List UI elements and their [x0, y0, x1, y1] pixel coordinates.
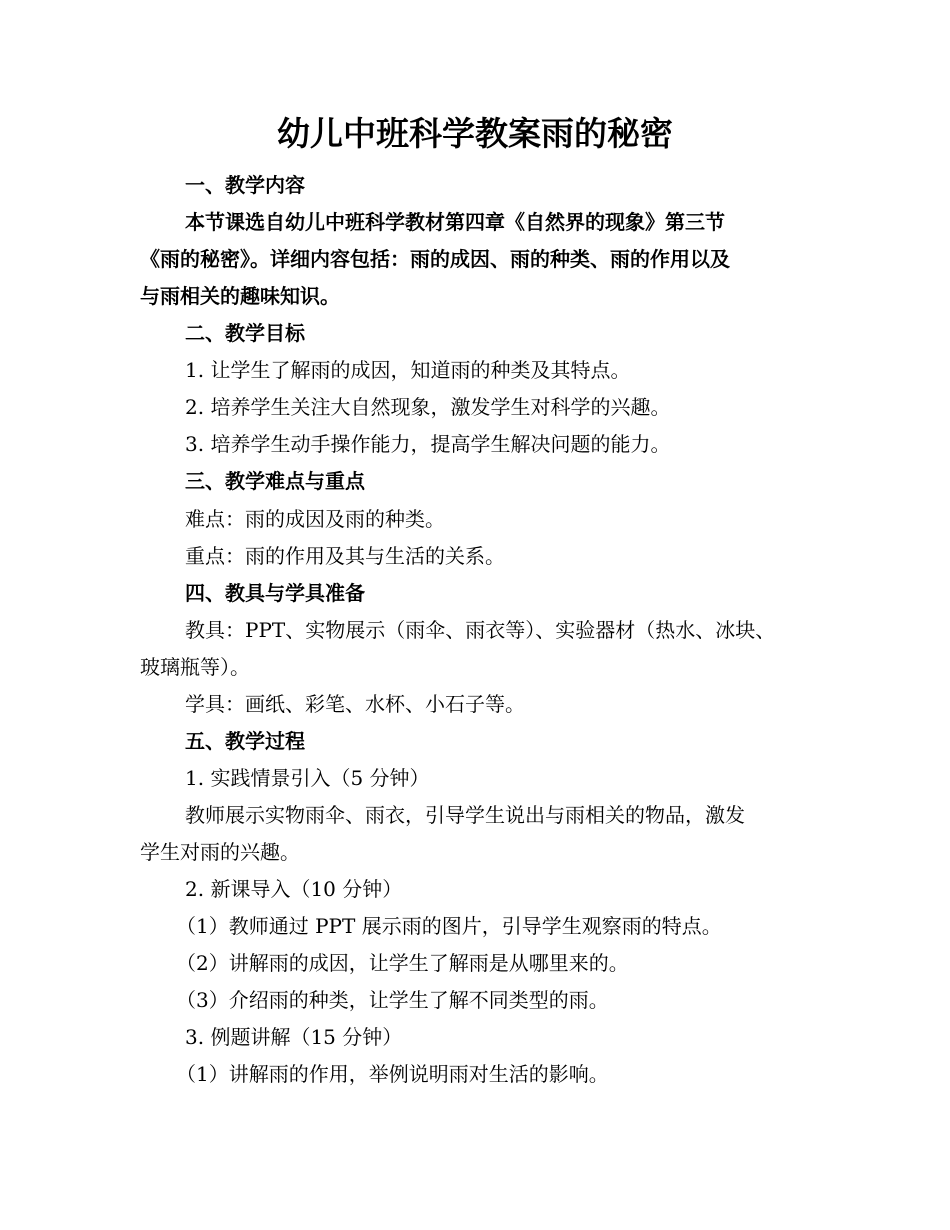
- paragraph-line: 学生对雨的兴趣。: [140, 840, 300, 864]
- section-heading-difficulties: 三、教学难点与重点: [185, 469, 365, 493]
- paragraph-line: 重点：雨的作用及其与生活的关系。: [185, 544, 505, 568]
- paragraph-line: 与雨相关的趣味知识。: [140, 284, 340, 308]
- paragraph-line: 难点：雨的成因及雨的种类。: [185, 507, 445, 531]
- list-item: （2）讲解雨的成因，让学生了解雨是从哪里来的。: [176, 951, 629, 975]
- list-item: （1）讲解雨的作用，举例说明雨对生活的影响。: [176, 1062, 609, 1086]
- list-item: 1. 让学生了解雨的成因，知道雨的种类及其特点。: [185, 358, 631, 382]
- list-item: 2. 培养学生关注大自然现象，激发学生对科学的兴趣。: [185, 395, 671, 419]
- section-heading-content: 一、教学内容: [185, 173, 305, 197]
- list-item: 3. 培养学生动手操作能力，提高学生解决问题的能力。: [185, 432, 671, 456]
- list-item: 3. 例题讲解（15 分钟）: [185, 1025, 403, 1049]
- paragraph-line: 玻璃瓶等）。: [140, 655, 250, 679]
- section-heading-materials: 四、教具与学具准备: [185, 581, 365, 605]
- section-heading-process: 五、教学过程: [185, 729, 305, 753]
- document-title: 幼儿中班科学教案雨的秘密: [277, 114, 673, 153]
- paragraph-line: 教师展示实物雨伞、雨衣，引导学生说出与雨相关的物品，激发: [185, 803, 745, 827]
- paragraph-line: 《雨的秘密》。详细内容包括：雨的成因、雨的种类、雨的作用以及: [140, 247, 730, 271]
- list-item: （1）教师通过 PPT 展示雨的图片，引导学生观察雨的特点。: [176, 914, 722, 938]
- paragraph-line: 学具：画纸、彩笔、水杯、小石子等。: [185, 692, 525, 716]
- paragraph-line: 本节课选自幼儿中班科学教材第四章《自然界的现象》第三节: [185, 210, 725, 234]
- list-item: 2. 新课导入（10 分钟）: [185, 877, 403, 901]
- list-item: （3）介绍雨的种类，让学生了解不同类型的雨。: [176, 988, 609, 1012]
- paragraph-line: 教具：PPT、实物展示（雨伞、雨衣等）、实验器材（热水、冰块、: [185, 618, 776, 642]
- list-item: 1. 实践情景引入（5 分钟）: [185, 766, 430, 790]
- section-heading-goals: 二、教学目标: [185, 321, 305, 345]
